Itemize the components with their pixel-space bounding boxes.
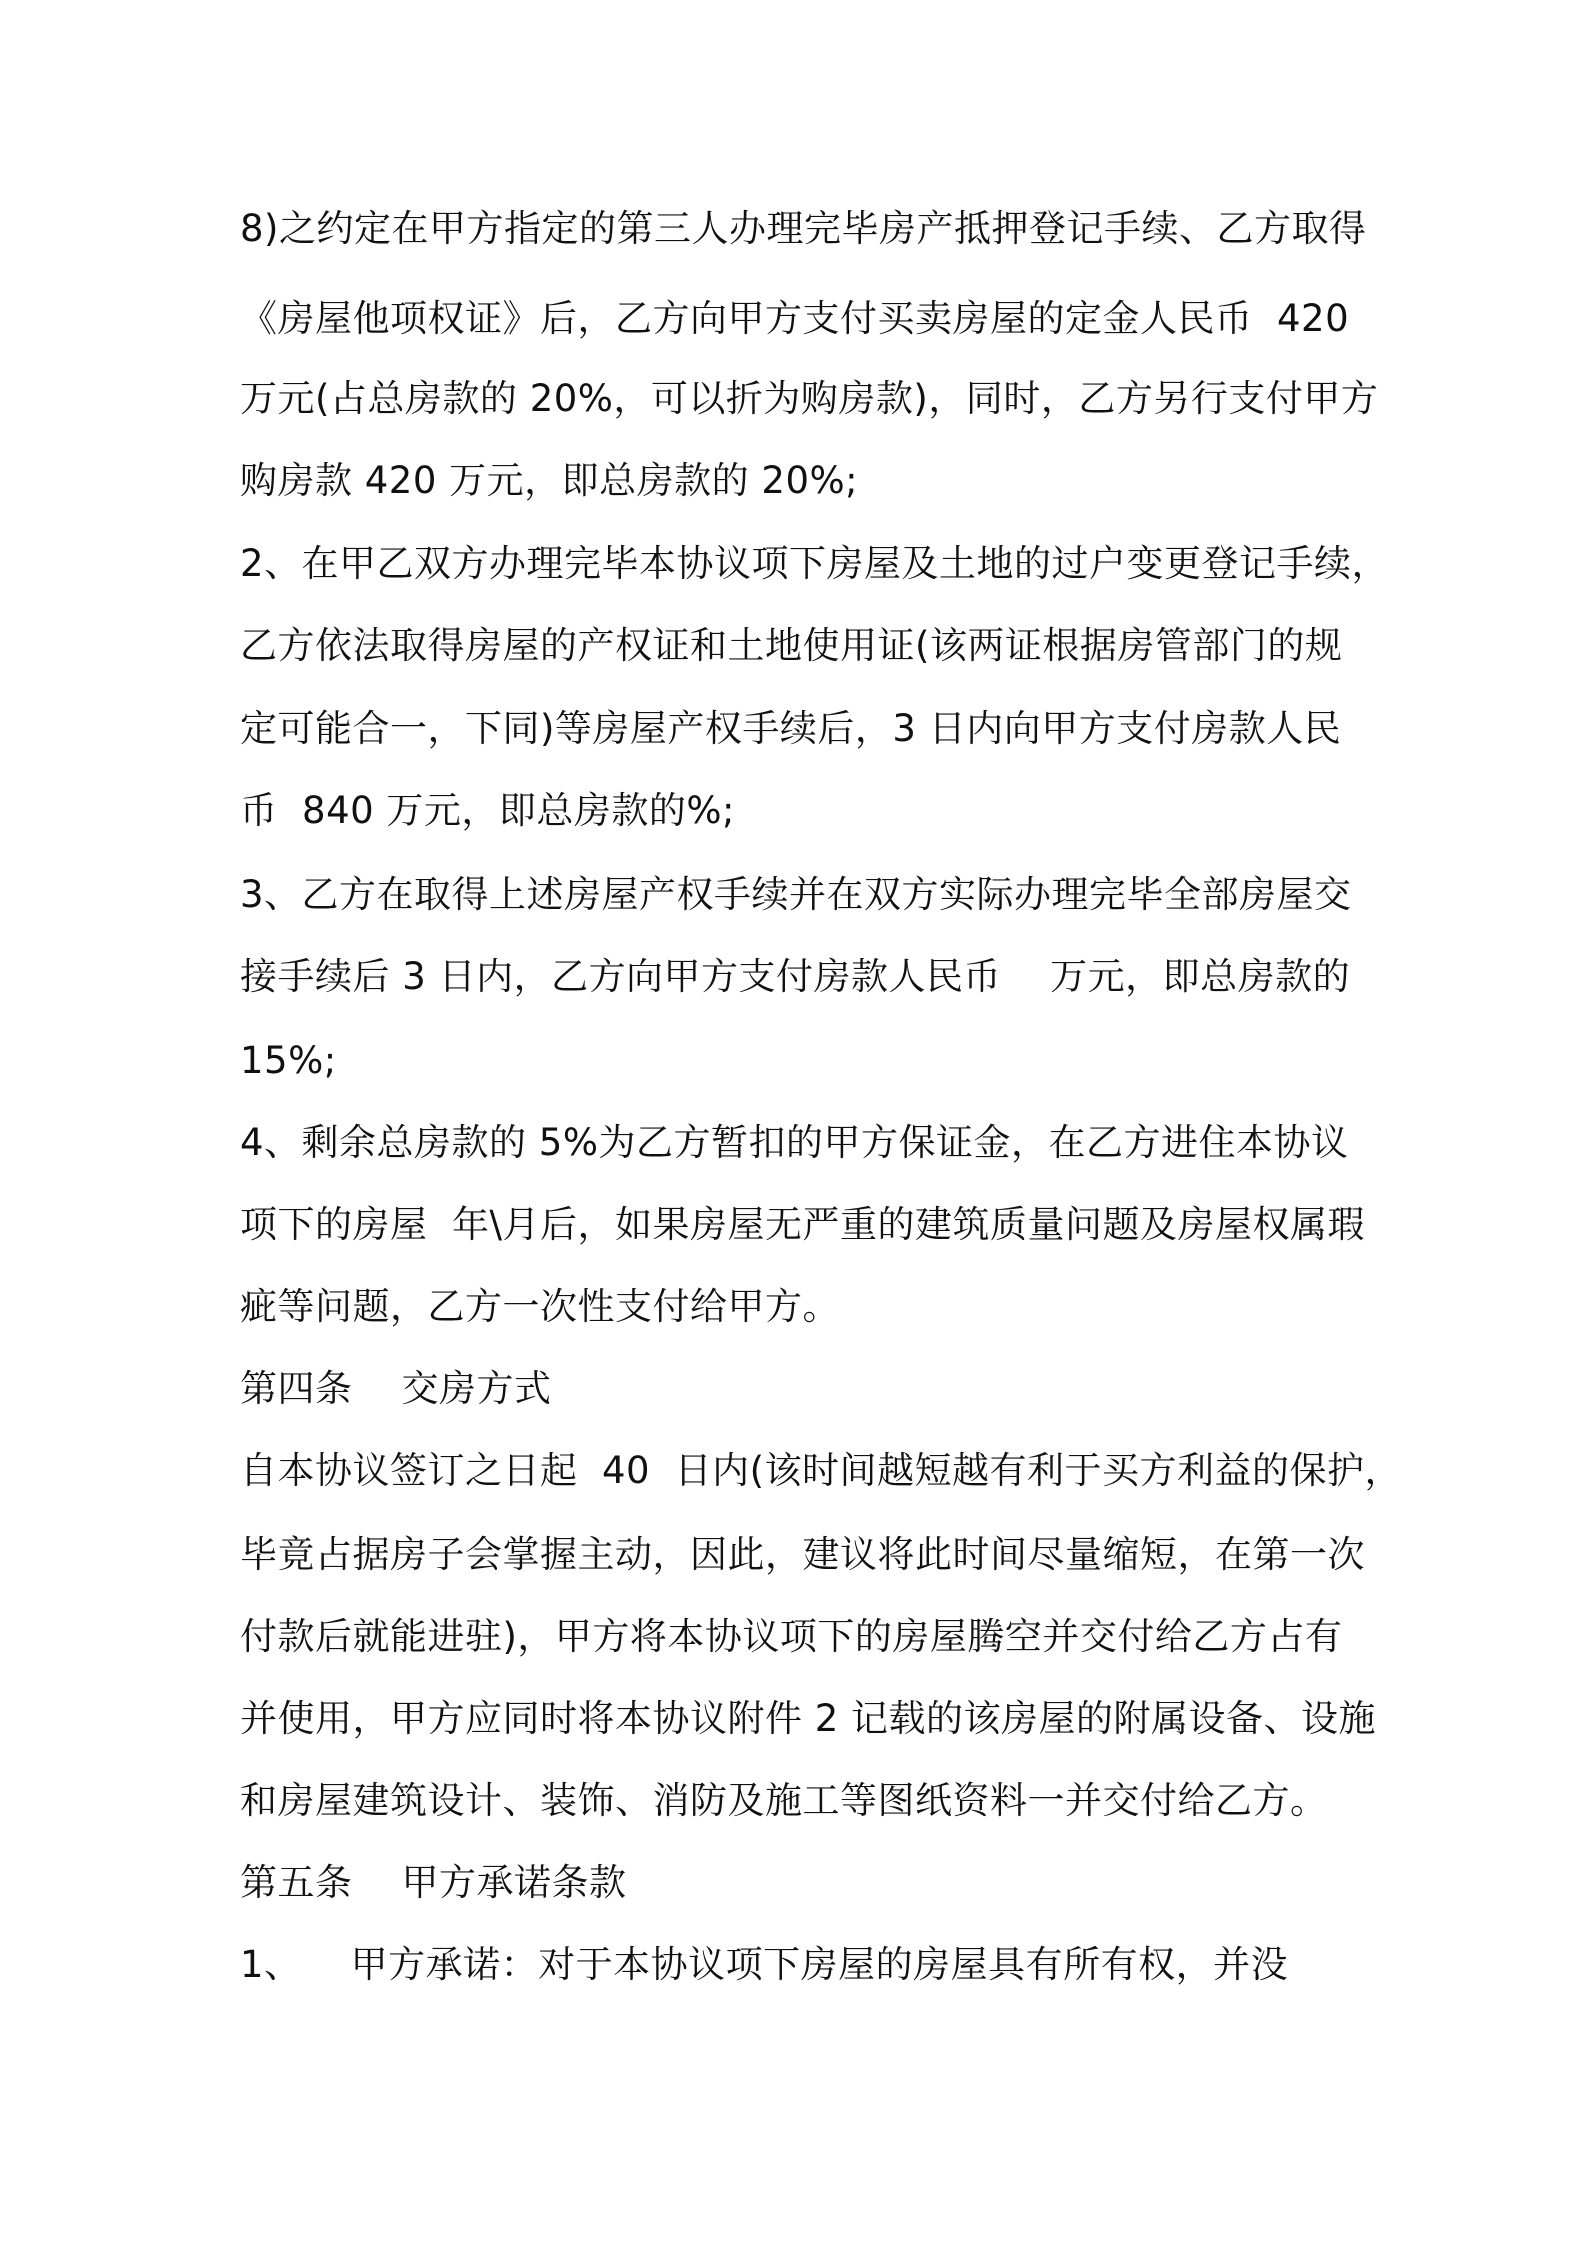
text-line-18: 付款后就能进驻)，甲方将本协议项下的房屋腾空并交付给乙方占有: [240, 1615, 1343, 1658]
text-line-9: 3、乙方在取得上述房屋产权手续并在双方实际办理完毕全部房屋交: [240, 873, 1352, 916]
text-line-19: 并使用，甲方应同时将本协议附件 2 记载的该房屋的附属设备、设施: [240, 1697, 1377, 1740]
text-line-11: 15%;: [240, 1039, 337, 1082]
text-line-10: 接手续后 3 日内，乙方向甲方支付房款人民币 万元，即总房款的: [240, 955, 1351, 998]
text-line-13: 项下的房屋 年\月后，如果房屋无严重的建筑质量问题及房屋权属瑕: [240, 1203, 1365, 1246]
text-line-4: 购房款 420 万元，即总房款的 20%;: [240, 459, 859, 502]
text-line-5: 2、在甲乙双方办理完毕本协议项下房屋及土地的过户变更登记手续，: [240, 542, 1390, 585]
text-line-14: 疵等问题，乙方一次性支付给甲方。: [240, 1285, 840, 1328]
section-heading-5: 第五条 甲方承诺条款: [240, 1861, 627, 1904]
text-line-17: 毕竟占据房子会掌握主动，因此，建议将此时间尽量缩短，在第一次: [240, 1533, 1365, 1576]
text-line-20: 和房屋建筑设计、装饰、消防及施工等图纸资料一并交付给乙方。: [240, 1779, 1328, 1822]
section-heading-4: 第四条 交房方式: [240, 1367, 552, 1410]
text-line-7: 定可能合一，下同)等房屋产权手续后，3 日内向甲方支付房款人民: [240, 707, 1342, 750]
text-line-16: 自本协议签订之日起 40 日内(该时间越短越有利于买方利益的保护，: [240, 1449, 1403, 1492]
text-line-1: 8)之约定在甲方指定的第三人办理完毕房产抵押登记手续、乙方取得: [240, 207, 1367, 250]
text-line-3: 万元(占总房款的 20%，可以折为购房款)，同时，乙方另行支付甲方: [240, 377, 1379, 420]
text-line-2: 《房屋他项权证》后，乙方向甲方支付买卖房屋的定金人民币 420: [240, 297, 1350, 340]
text-line-12: 4、剩余总房款的 5%为乙方暂扣的甲方保证金，在乙方进住本协议: [240, 1121, 1349, 1164]
text-line-6: 乙方依法取得房屋的产权证和土地使用证(该两证根据房管部门的规: [240, 624, 1343, 667]
text-line-8: 币 840 万元，即总房款的%;: [240, 789, 736, 832]
text-line-22: 1、 甲方承诺：对于本协议项下房屋的房屋具有所有权，并没: [240, 1943, 1289, 1986]
